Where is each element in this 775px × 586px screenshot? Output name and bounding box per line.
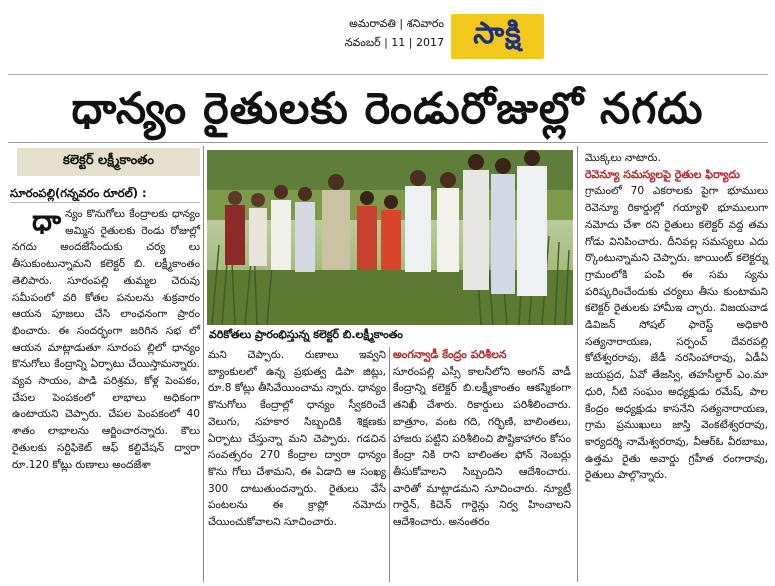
column-3-text: సూరంపల్లి ఎస్సీ కాలనీలోని అంగన్ వాడీ కేంద్రాన్ని కలెక్టర్ బి.లక్ష్మీకాంతం ఆకస్మికంగా తనిఖీ చేశారు. రికార్డులు పరిశీలించారు. బాత్రూం, వంట గది, గర్భిణి, బాలింతలు, హాజరు పట్టిని పరిశీలించి పౌష్టికాహారం కోసం కేంద్రా నికి రాని బాలింతల ఫోన్ నెంబర్లు తీసుకోవాలని సిబ్బందిని ఆదేశించారు. వారితో మాట్లాడమని సూచించారు. న్యూట్రీ గార్డెన్, కిచెన్ గార్డెన్లు నిర్వ హించాలని ఆదేశించారు. అనంతరం — [393, 365, 571, 529]
revenue-subhead: రెవెన్యూ సమస్యలపై రైతుల ఫిర్యాదు — [585, 167, 740, 181]
logo-text: సాక్షి — [473, 15, 522, 51]
column-divider — [203, 146, 204, 582]
column-1-text: న్యం కొనుగోలు కేంద్రాలకు ధాన్యం అమ్మిన రైతులకు రెండు రోజుల్లో నగదు అందజేసేందుకు చర్య లు తీసుకుంటున్నామని కలెక్టర్ బి. లక్ష్మీకాంతం తెలిపారు. సూరంపల్లి తుమ్మల చెరువు సమీపంలో వరి కోతల పనులను శుక్రవారం ఆయన పూజలు చేసి లాంఛనంగా ప్రారం భించారు. ఈ సందర్భంగా జరిగిన సభ లో ఆయన మాట్లాడుతూ సూరంప ల్లిలో ధాన్యం కొనుగోలు కేంద్రాన్ని ఏర్పాటు చేయిస్తామన్నారు. వ్యవ సాయం, పాడి పరిశ్రమ, కోళ్ల పెంపకం, చేపల పెంపకంలో లాభాలు అధికంగా ఉంటాయని చెప్పారు. చేపల పెంపకంలో 40 శాతం లాభాలను ఆర్జించారన్నారు. కౌలు రైతులకు సర్టిఫికెట్ ఆఫ్ కల్టివేషన్ ద్వారా రూ.120 కోట్లు రుణాలు అందజేశా — [12, 208, 200, 471]
divider — [8, 142, 768, 143]
column-4-text: గ్రామంలో 70 ఎకరాలకు పైగా భూములు రెవెన్యూ రికార్డుల్లో గయ్యాళి భూములుగా నమోదు చేశా రని రైతులు కలెక్టర్ వద్ద తమ గోడు వినిపించారు. దీనివల్ల సమస్యలు ఎదు ర్కొంటున్నామని చెప్పారు. జాయింట్ కలెక్టర్ను గ్రామంలోకి పంపి ఈ సమ స్యను పరిష్కరించేందుకు చర్యలు తీసు కుంటామని కలెక్టర్ రైతులకు హామీఇ చ్చారు. విజయవాడ డివిజన్ సోషల్ ఫారెస్ట్ అధికారి సత్యనారాయణ, సర్పంచ్ దేవరపల్లి కోటేశ్వరరావు, జేడీ నరసింహారావు, ఏడీఏ జయప్రద, ఏవో తేజస్వి, తహసీల్దార్ ఎం.మా ధురి, నీటి సంఘం అధ్యక్షుడు రమేష్, పాల కేంద్రం అధ్యక్షుడు కాసనేని సత్యనారాయణ, గ్రామ ప్రముఖులు జాస్తి వెంకటేశ్వరరావు, కార్యదర్శి నామేశ్వరరావు, వీఆర్ఓ వీరబాబు, ఉత్తమ రైతు అవార్డు గ్రహీత రంగారావు, రైతులు పాల్గొన్నారు. — [585, 185, 768, 482]
edition-date — [343, 14, 450, 59]
column-divider — [389, 347, 390, 582]
article-column-2 — [208, 347, 386, 531]
byline-text: కలెక్టర్ లక్ష్మీకాంతం — [63, 153, 154, 168]
sakshi-logo — [451, 14, 544, 59]
article-photo — [207, 150, 573, 325]
dropcap: ధా — [32, 204, 62, 237]
photo-caption: వరికోతలు ప్రారంభిస్తున్న కలెక్టర్ బి.లక్ష్మీకాంతం — [209, 328, 403, 341]
column-4-lead: మొక్కలు నాటారు. — [585, 152, 661, 164]
article-column-1 — [12, 206, 200, 473]
edition-date-line: నవంబర్ | 11 | 2017 — [344, 36, 444, 49]
article-column-3 — [393, 347, 571, 531]
edition-place-day: అమరావతి | శనివారం — [349, 17, 444, 30]
article-column-4 — [585, 150, 768, 484]
byline — [17, 148, 200, 176]
photo-illustration — [207, 150, 573, 325]
column-2-text: మని చెప్పారు. రుణాలు ఇవ్వని బ్యాంకులలో ఉన్న ప్రభుత్వ డిపా జిట్లు, రూ.8 కోట్లు తీసివేయించామ న్నారు. ధాన్యం కొనుగోలు కేంద్రాల్లో ధాన్యం స్వీకరించే వెలుగు, సహకార సిబ్బందికి శిక్షణకు ఏర్పాటు చేస్తున్నా మని చెప్పారు. గడచిన సంవత్సరం 270 కేంద్రాల ద్వారా ధాన్యం కొను గోలు చేశామని, ఈ ఏడాది ఆ సంఖ్య 300 దాటుతుందన్నారు. రైతులు వేసే పంటలను ఈ క్రాప్లో నమోదు చేయించుకోవాలని సూచించారు. — [208, 349, 386, 529]
masthead — [0, 0, 775, 74]
divider — [10, 202, 200, 203]
headline: ధాన్యం రైతులకు రెండురోజుల్లో నగదు — [71, 84, 704, 134]
column-divider — [577, 146, 578, 582]
dateline-place: సూరంపల్లి(గన్నవరం రూరల్) : — [10, 186, 147, 200]
divider — [8, 74, 768, 75]
anganwadi-subhead: అంగన్వాడీ కేంద్రం పరిశీలన — [393, 348, 507, 361]
